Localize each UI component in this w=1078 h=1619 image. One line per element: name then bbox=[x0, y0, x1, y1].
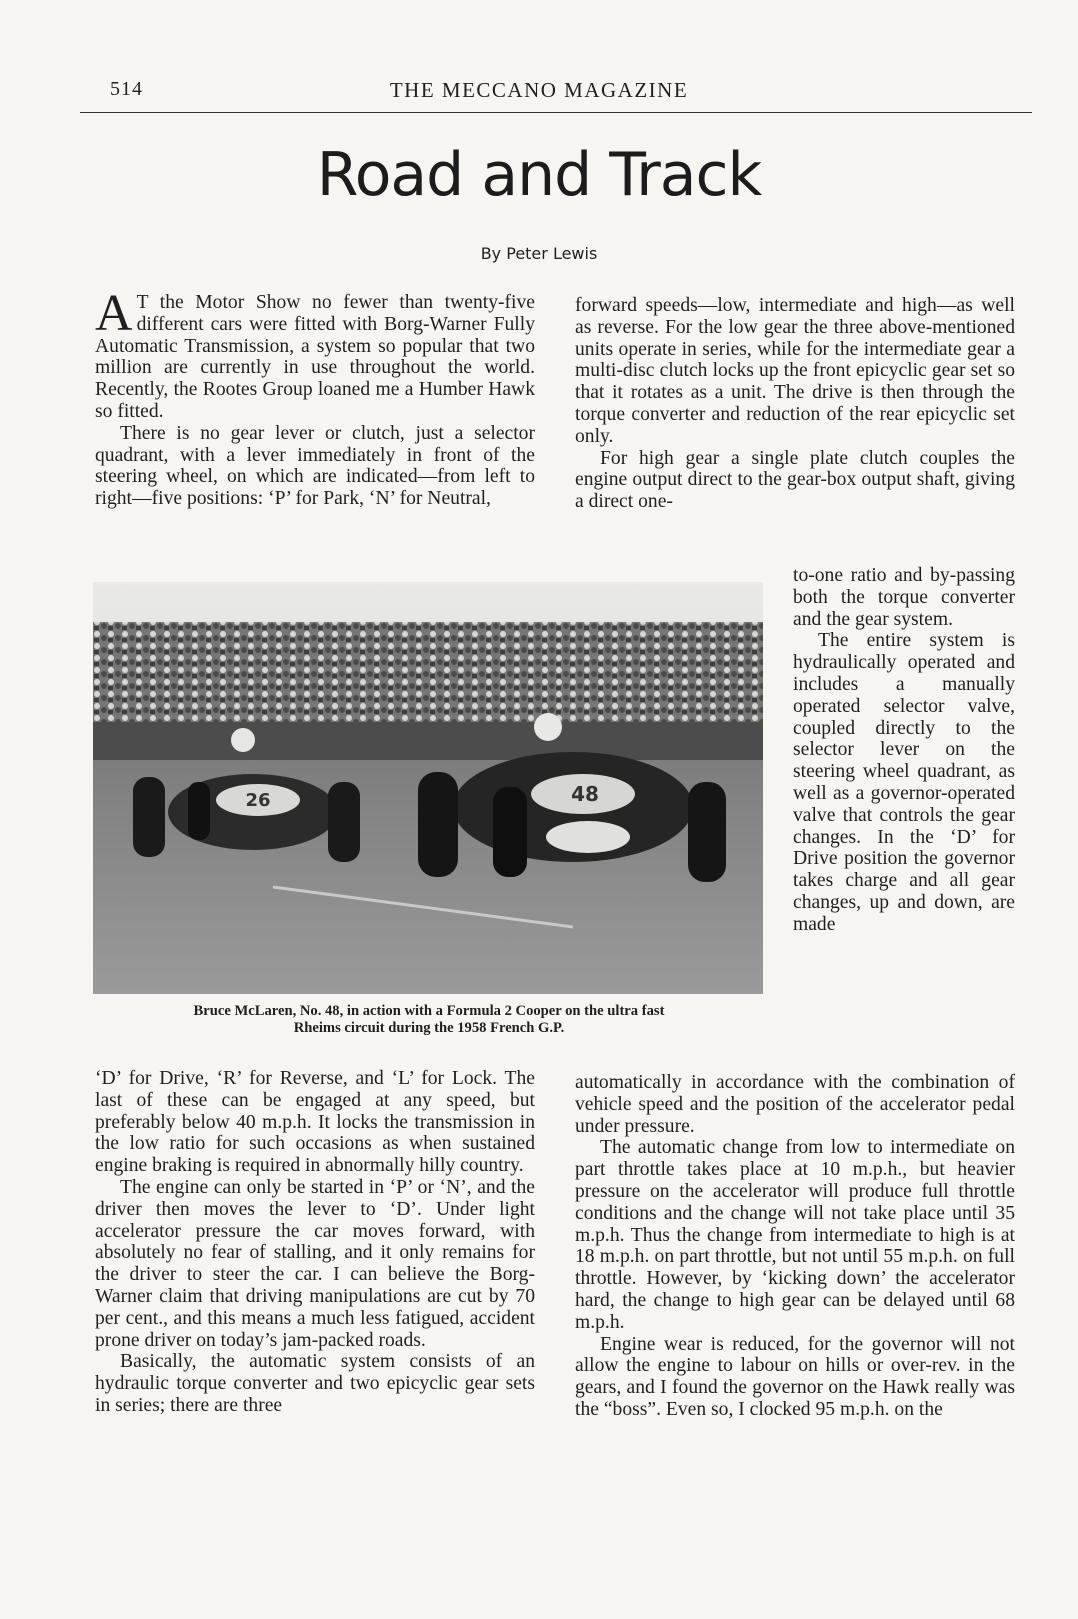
paragraph: The engine can only be started in ‘P’ or ‘N’, and the driver then moves the lever to ‘D’. Under light accelerator pressure the car moves forward, with absolutely no fear of stalling, and it only remains for the driver to steer the car. I can believe the Borg-Warner claim that driving manipulations are cut by 70 per cent., and this means a much less fatigued, accident prone driver on today’s jam-packed roads. bbox=[95, 1176, 535, 1351]
race-photo bbox=[93, 582, 763, 994]
car-number-26: 26 bbox=[245, 790, 271, 811]
column-1-bottom bbox=[95, 1068, 535, 1417]
paragraph: forward speeds—low, intermediate and high—as well as reverse. For the low gear the three above-mentioned units operate in series, while for the intermediate gear a multi-disc clutch locks up the front epicyclic gear set so that it rotates as a unit. The drive is then through the torque converter and reduction of the rear epicyclic set only. bbox=[575, 295, 1015, 447]
hedge bbox=[93, 722, 763, 762]
page-number: 514 bbox=[110, 78, 143, 100]
caption-line-2: Rheims circuit during the 1958 French G.P. bbox=[293, 1020, 565, 1036]
column-2-top bbox=[575, 295, 1015, 513]
paragraph bbox=[95, 285, 535, 423]
race-photo-illustration bbox=[93, 582, 763, 994]
paragraph: The entire system is hydraulically operated and includes a manually operated selector valve, coupled directly to the selector lever on the steering wheel quadrant, as well as a governor-operated valve that controls the gear changes. In the ‘D’ for Drive position the governor takes charge and all gear changes, up and down, are made bbox=[793, 630, 1015, 935]
paragraph: automatically in accordance with the combination of vehicle speed and the position of the accelerator pedal under pressure. bbox=[575, 1072, 1015, 1137]
paragraph: Engine wear is reduced, for the governor will not allow the engine to labour on hills or over-rev. in the gears, and I found the governor on the Hawk really was the “boss”. Even so, I clocked 95 m.p.h. on the bbox=[575, 1333, 1015, 1420]
caption-line-1: Bruce McLaren, No. 48, in action with a Formula 2 Cooper on the ultra fast bbox=[193, 1003, 665, 1019]
column-2-bottom bbox=[575, 1072, 1015, 1421]
running-head: THE MECCANO MAGAZINE bbox=[389, 78, 689, 102]
paragraph: ‘D’ for Drive, ‘R’ for Reverse, and ‘L’ for Lock. The last of these can be engaged at any speed, but preferably below 40 m.p.h. It locks the transmission in the low ratio for such occasions as when sustained engine braking is required in abnormally hilly country. bbox=[95, 1068, 535, 1177]
paragraph: Basically, the automatic system consists of an hydraulic torque converter and two epicyclic gear sets in series; there are three bbox=[95, 1351, 535, 1416]
paragraph: For high gear a single plate clutch couples the engine output direct to the gear-box output shaft, giving a direct one- bbox=[575, 447, 1015, 513]
drop-cap: A bbox=[95, 285, 133, 342]
article-byline: By Peter Lewis bbox=[480, 244, 598, 263]
paragraph-text: T the Motor Show no fewer than twenty-five different cars were fitted with Borg-Warner Fully Automatic Transmission, a system so popular that two million are currently in use throughout the world. Recently, the Rootes Group loaned me a Humber Hawk so fitted. bbox=[95, 292, 535, 422]
car-number-48: 48 bbox=[571, 782, 599, 806]
column-1-top bbox=[95, 285, 535, 510]
article-title: Road and Track bbox=[316, 140, 762, 210]
header-rule bbox=[80, 112, 1032, 113]
paragraph: There is no gear lever or clutch, just a selector quadrant, with a lever immediately in front of the steering wheel, on which are indicated—from left to right—five positions: ‘P’ for Park, ‘N’ for Neutral, bbox=[95, 422, 535, 510]
paragraph: The automatic change from low to intermediate on part throttle takes place at 10 m.p.h., but heavier pressure on the accelerator will produce full throttle conditions and the change will not take place until 35 m.p.h. Thus the change from intermediate to high is at 18 m.p.h. on part throttle, but not until 55 m.p.h. on full throttle. However, by ‘kicking down’ the accelerator hard, the change to high gear can be delayed until 68 m.p.h. bbox=[575, 1137, 1015, 1333]
crowd bbox=[93, 622, 763, 732]
paragraph: to-one ratio and by-passing both the torque converter and the gear system. bbox=[793, 565, 1015, 630]
photo-caption bbox=[90, 1003, 768, 1037]
column-2-side bbox=[793, 565, 1015, 936]
